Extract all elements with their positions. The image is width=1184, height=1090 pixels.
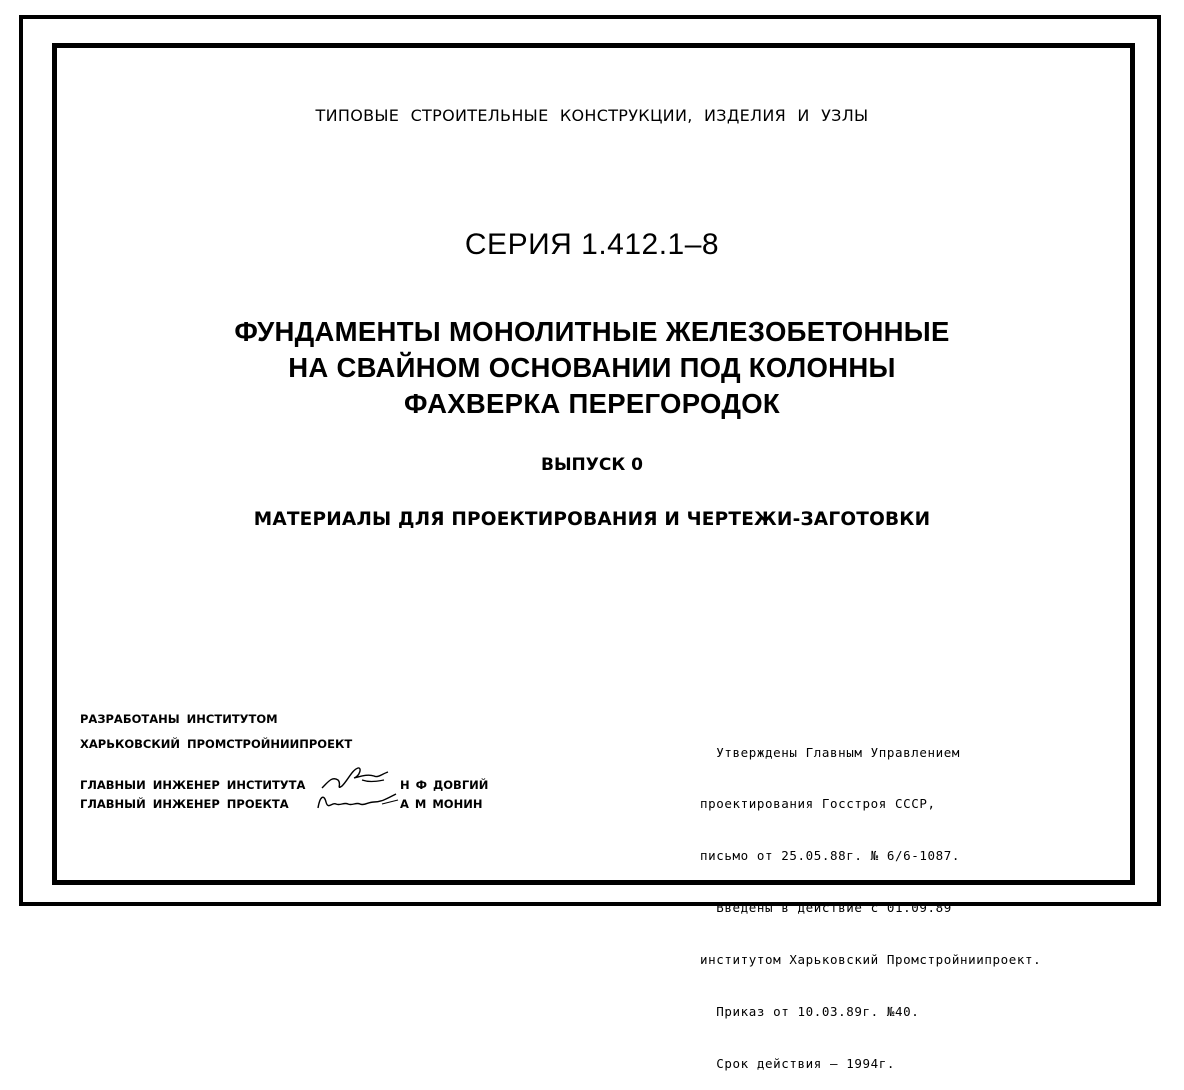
materials-subtitle: МАТЕРИАЛЫ ДЛЯ ПРОЕКТИРОВАНИЯ И ЧЕРТЕЖИ-ЗАГОТОВКИ [253, 509, 931, 530]
developed-by-label: РАЗРАБОТАНЫ ИНСТИТУТОМ [80, 712, 278, 726]
chief-engineer-institute-role: ГЛАВНЫИ ИНЖЕНЕР ИНСТИТУТА [80, 778, 306, 792]
approval-line-3: письмо от 25.05.88г. № 6/6-1087. [700, 848, 961, 864]
chief-engineer-project-name: А М МОНИН [400, 797, 483, 811]
approval-note [700, 709, 1041, 1090]
collection-heading: ТИПОВЫЕ СТРОИТЕЛЬНЫЕ КОНСТРУКЦИИ, ИЗДЕЛИЯ И УЗЛЫ [315, 106, 869, 125]
document-title-line-1: ФУНДАМЕНТЫ МОНОЛИТНЫЕ ЖЕЛЕЗОБЕТОННЫЕ [234, 316, 950, 347]
approval-line-5: институтом Харьковский Промстройниипроект. [700, 952, 1042, 968]
series-number: СЕРИЯ 1.412.1–8 [464, 228, 720, 261]
chief-engineer-institute-name: Н Ф ДОВГИЙ [400, 778, 489, 792]
approval-line-6: Приказ от 10.03.89г. №40. [700, 1004, 920, 1020]
issue-number: ВЫПУСК 0 [540, 455, 644, 475]
document-title-line-3: ФАХВЕРКА ПЕРЕГОРОДОК [403, 388, 780, 419]
approval-line-2: проектирования Госстроя СССР, [700, 796, 936, 812]
chief-engineer-project-role: ГЛАВНЫЙ ИНЖЕНЕР ПРОЕКТА [80, 797, 289, 811]
signature-project-engineer [312, 788, 402, 816]
document-title-line-2: НА СВАЙНОМ ОСНОВАНИИ ПОД КОЛОННЫ [288, 352, 896, 383]
developer-institute: ХАРЬКОВСКИЙ ПРОМСТРОЙНИИПРОЕКТ [80, 737, 353, 751]
approval-line-4: Введены в действие с 01.09.89 [700, 900, 952, 916]
approval-line-7: Срок действия — 1994г. [700, 1055, 896, 1071]
approval-line-1: Утверждены Главным Управлением [700, 744, 961, 760]
